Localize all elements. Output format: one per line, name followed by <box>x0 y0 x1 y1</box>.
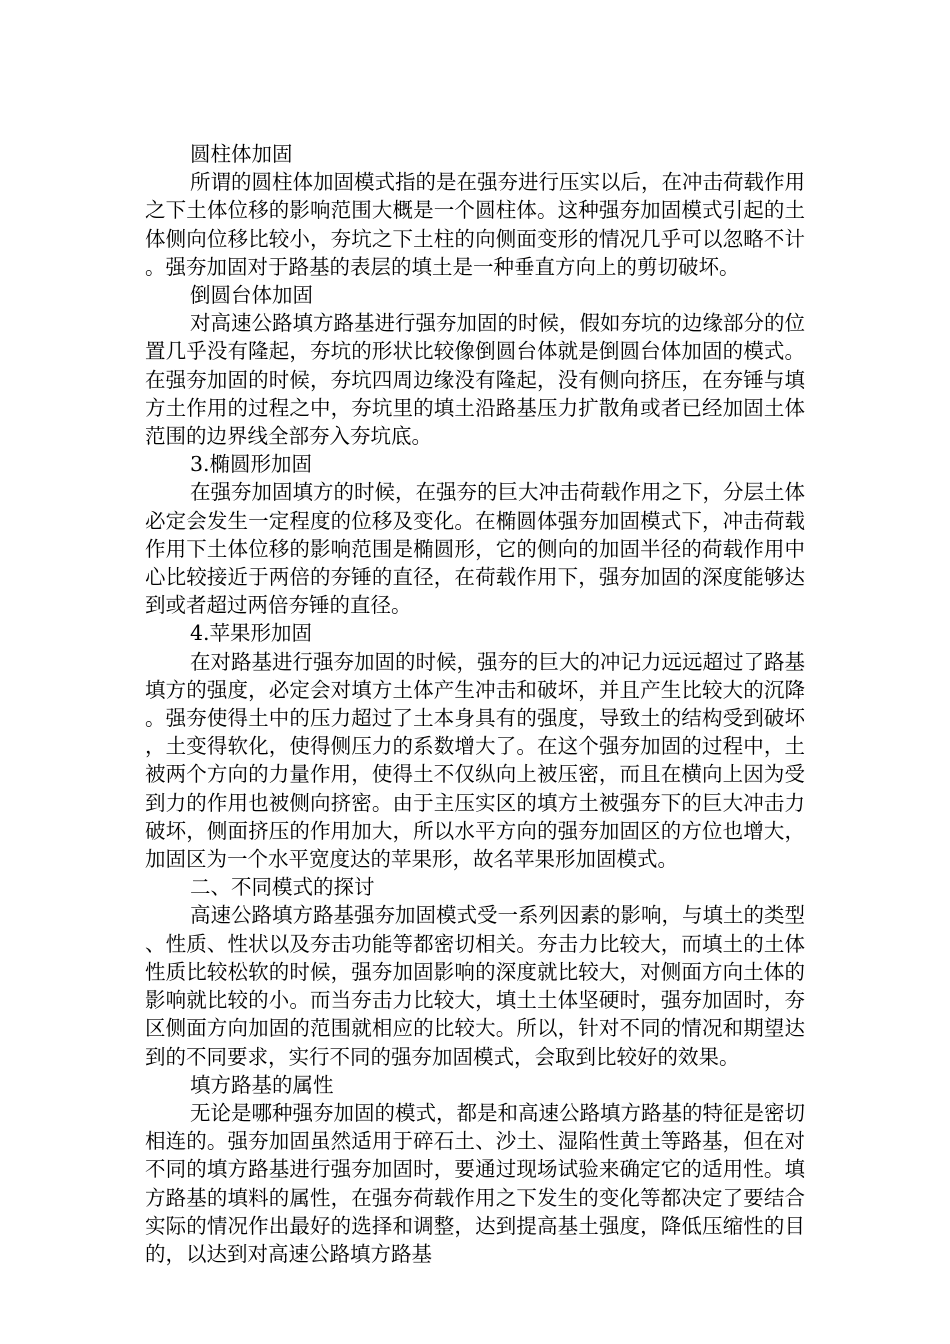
section-heading: 圆柱体加固 <box>190 142 293 166</box>
section-heading: 填方路基的属性 <box>190 1072 334 1097</box>
section-paragraph: 对高速公路填方路基进行强夯加固的时候，假如夯坑的边缘部分的位置几乎没有隆起，夯坑的形状比较像倒圆台体就是倒圆台体加固的模式。在强夯加固的时候，夯坑四周边缘没有隆起，没有侧向挤压，在夯锤与填方土作用的过程之中，夯坑里的填土沿路基压力扩散角或者已经加固土体范围的边界线全部夯入夯坑底。 <box>145 311 805 449</box>
section-paragraph: 无论是哪种强夯加固的模式，都是和高速公路填方路基的特征是密切相连的。强夯加固虽然适用于碎石土、沙土、湿陷性黄土等路基，但在对不同的填方路基进行强夯加固时，要通过现场试验来确定它的适用性。填方路基的填料的属性，在强夯荷载作用之下发生的变化等都决定了要结合实际的情况作出最好的选择和调整，达到提高基土强度，降低压缩性的目的，以达到对高速公路填方路基 <box>145 1100 805 1266</box>
section-heading: 二、不同模式的探讨 <box>190 875 375 900</box>
section-heading: 倒圆台体加固 <box>190 283 313 308</box>
section-paragraph: 在对路基进行强夯加固的时候，强夯的巨大的冲记力远远超过了路基填方的强度，必定会对填方土体产生冲击和破坏，并且产生比较大的沉降。强夯使得土中的压力超过了土本身具有的强度，导致土的结构受到破坏，土变得软化，使得侧压力的系数增大了。在这个强夯加固的过程中，土被两个方向的力量作用，使得土不仅纵向上被压密，而且在横向上因为受到力的作用也被侧向挤密。由于主压实区的填方土被强夯下的巨大冲击力破坏，侧面挤压的作用加大，所以水平方向的强夯加固区的方位也增大，加固区为一个水平宽度达的苹果形，故名苹果形加固模式。 <box>145 649 805 872</box>
section-heading: 4.苹果形加固 <box>190 621 313 646</box>
section-heading: 3.椭圆形加固 <box>190 452 313 477</box>
section-paragraph: 所谓的圆柱体加固模式指的是在强夯进行压实以后，在冲击荷载作用之下土体位移的影响范围大概是一个圆柱体。这种强夯加固模式引起的土体侧向位移比较小，夯坑之下土柱的向侧面变形的情况几乎可以忽略不计。强夯加固对于路基的表层的填土是一种垂直方向上的剪切破坏。 <box>145 170 805 279</box>
document-body <box>145 140 805 1268</box>
section-paragraph: 在强夯加固填方的时候，在强夯的巨大冲击荷载作用之下，分层土体必定会发生一定程度的位移及变化。在椭圆体强夯加固模式下，冲击荷载作用下土体位移的影响范围是椭圆形，它的侧向的加固半径的荷载作用中心比较接近于两倍的夯锤的直径，在荷载作用下，强夯加固的深度能够达到或者超过两倍夯锤的直径。 <box>145 480 805 618</box>
section-paragraph: 高速公路填方路基强夯加固模式受一系列因素的影响，与填土的类型、性质、性状以及夯击功能等都密切相关。夯击力比较大，而填土的土体性质比较松软的时候，强夯加固影响的深度就比较大，对侧面方向土体的影响就比较的小。而当夯击力比较大，填土土体坚硬时，强夯加固时，夯区侧面方向加固的范围就相应的比较大。所以，针对不同的情况和期望达到的不同要求，实行不同的强夯加固模式，会取到比较好的效果。 <box>145 903 805 1069</box>
